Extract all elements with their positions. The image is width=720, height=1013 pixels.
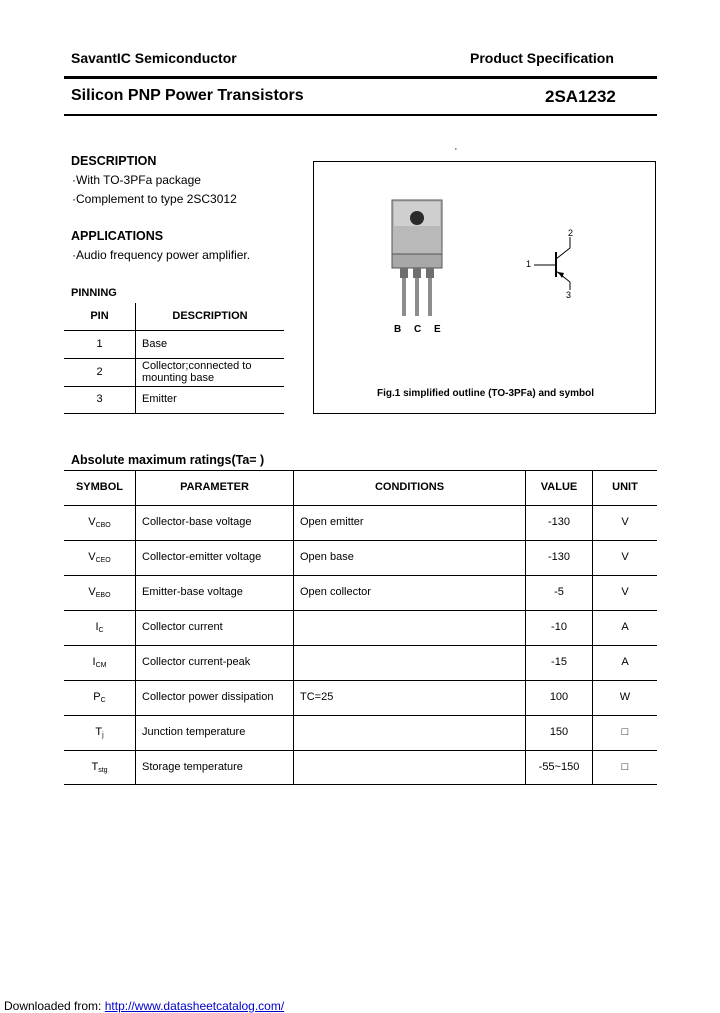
- pin-label-c: C: [414, 324, 422, 335]
- pin-label-e: E: [434, 324, 441, 335]
- value-cell: 100: [549, 691, 569, 703]
- symbol-subscript: j: [102, 732, 104, 739]
- footer-link[interactable]: http://www.datasheetcatalog.com/: [104, 999, 285, 1013]
- symbol-label-collector: 2: [568, 228, 574, 238]
- header-rule-bottom: [64, 114, 657, 116]
- ratings-heading: Absolute maximum ratings(Ta= ): [71, 453, 265, 467]
- document-type: Product Specification: [470, 50, 614, 66]
- symbol-cell: [64, 551, 135, 564]
- symbol-subscript: stg: [98, 767, 108, 774]
- value-cell: -5: [554, 586, 564, 598]
- pin-description: Collector;connected to mounting base: [142, 360, 252, 384]
- conditions-cell: Open emitter: [300, 516, 364, 528]
- symbol-cell: [64, 761, 135, 774]
- value-cell: -130: [547, 516, 571, 528]
- unit-cell: V: [621, 586, 629, 598]
- symbol: P: [93, 691, 101, 703]
- col-value: VALUE: [540, 481, 578, 493]
- symbol: V: [88, 551, 96, 563]
- symbol-subscript: CBO: [95, 522, 111, 529]
- figure-box: [313, 161, 656, 414]
- symbol-subscript: C: [100, 697, 106, 704]
- applications-item: ·Audio frequency power amplifier.: [72, 248, 251, 262]
- pinning-heading: PINNING: [71, 287, 117, 299]
- symbol: T: [91, 761, 99, 773]
- unit-cell: W: [619, 691, 631, 703]
- symbol: I: [95, 621, 99, 633]
- col-symbol: SYMBOL: [75, 481, 124, 493]
- pin-number: 1: [96, 338, 103, 350]
- col-parameter: PARAMETER: [180, 481, 249, 493]
- pinning-col-description: DESCRIPTION: [172, 310, 248, 322]
- value-cell: -130: [547, 551, 571, 563]
- pin-description: Emitter: [142, 393, 177, 405]
- symbol-cell: [64, 586, 135, 599]
- symbol-cell: [64, 726, 135, 739]
- unit-cell: V: [621, 516, 629, 528]
- product-family: Silicon PNP Power Transistors: [71, 87, 304, 104]
- symbol-subscript: EBO: [95, 592, 111, 599]
- description-item: ·Complement to type 2SC3012: [72, 192, 237, 206]
- figure-caption: Fig.1 simplified outline (TO-3PFa) and symbol: [376, 388, 595, 399]
- value-cell: -10: [551, 621, 567, 633]
- symbol-cell: [64, 691, 135, 704]
- conditions-cell: TC=25: [300, 691, 334, 703]
- symbol-subscript: C: [98, 627, 104, 634]
- footer-label: Downloaded from:: [4, 999, 102, 1013]
- parameter-cell: Storage temperature: [142, 761, 243, 773]
- footer: [4, 999, 284, 1013]
- symbol-label-emitter: 3: [566, 290, 572, 300]
- part-number: 2SA1232: [545, 87, 616, 106]
- pin-number: 3: [96, 393, 103, 405]
- pinning-col-pin: PIN: [90, 310, 109, 322]
- conditions-cell: Open base: [300, 551, 354, 563]
- company-name: SavantIC Semiconductor: [71, 50, 237, 66]
- header-rule-top: [64, 76, 657, 79]
- symbol-cell: [64, 516, 135, 529]
- parameter-cell: Collector power dissipation: [142, 691, 274, 703]
- value-cell: -55~150: [538, 761, 580, 773]
- symbol-cell: [64, 621, 135, 634]
- symbol: I: [92, 656, 96, 668]
- symbol: V: [88, 516, 96, 528]
- pin-number: 2: [96, 366, 103, 378]
- symbol-subscript: CEO: [95, 557, 111, 564]
- col-conditions: CONDITIONS: [374, 481, 445, 493]
- symbol: T: [95, 726, 103, 738]
- description-heading: DESCRIPTION: [71, 154, 157, 168]
- description-item: ·With TO-3PFa package: [72, 173, 201, 187]
- pin-description: Base: [142, 338, 168, 350]
- symbol: V: [88, 586, 96, 598]
- unit-cell: □: [621, 726, 629, 738]
- conditions-cell: Open collector: [300, 586, 371, 598]
- transistor-symbol: [314, 162, 657, 415]
- unit-cell: A: [621, 656, 629, 668]
- symbol-cell: [64, 656, 135, 669]
- parameter-cell: Emitter-base voltage: [142, 586, 243, 598]
- pin-label-b: B: [394, 324, 402, 335]
- unit-cell: V: [621, 551, 629, 563]
- value-cell: 150: [549, 726, 569, 738]
- parameter-cell: Collector-base voltage: [142, 516, 252, 528]
- symbol-subscript: CM: [95, 662, 107, 669]
- parameter-cell: Collector current-peak: [142, 656, 251, 668]
- applications-heading: APPLICATIONS: [71, 229, 164, 243]
- parameter-cell: Collector current: [142, 621, 223, 633]
- parameter-cell: Junction temperature: [142, 726, 246, 738]
- symbol-label-base: 1: [526, 259, 532, 269]
- unit-cell: □: [621, 761, 629, 773]
- figure-dot: ·: [454, 143, 458, 155]
- col-unit: UNIT: [612, 481, 638, 493]
- unit-cell: A: [621, 621, 629, 633]
- parameter-cell: Collector-emitter voltage: [142, 551, 262, 563]
- value-cell: -15: [551, 656, 567, 668]
